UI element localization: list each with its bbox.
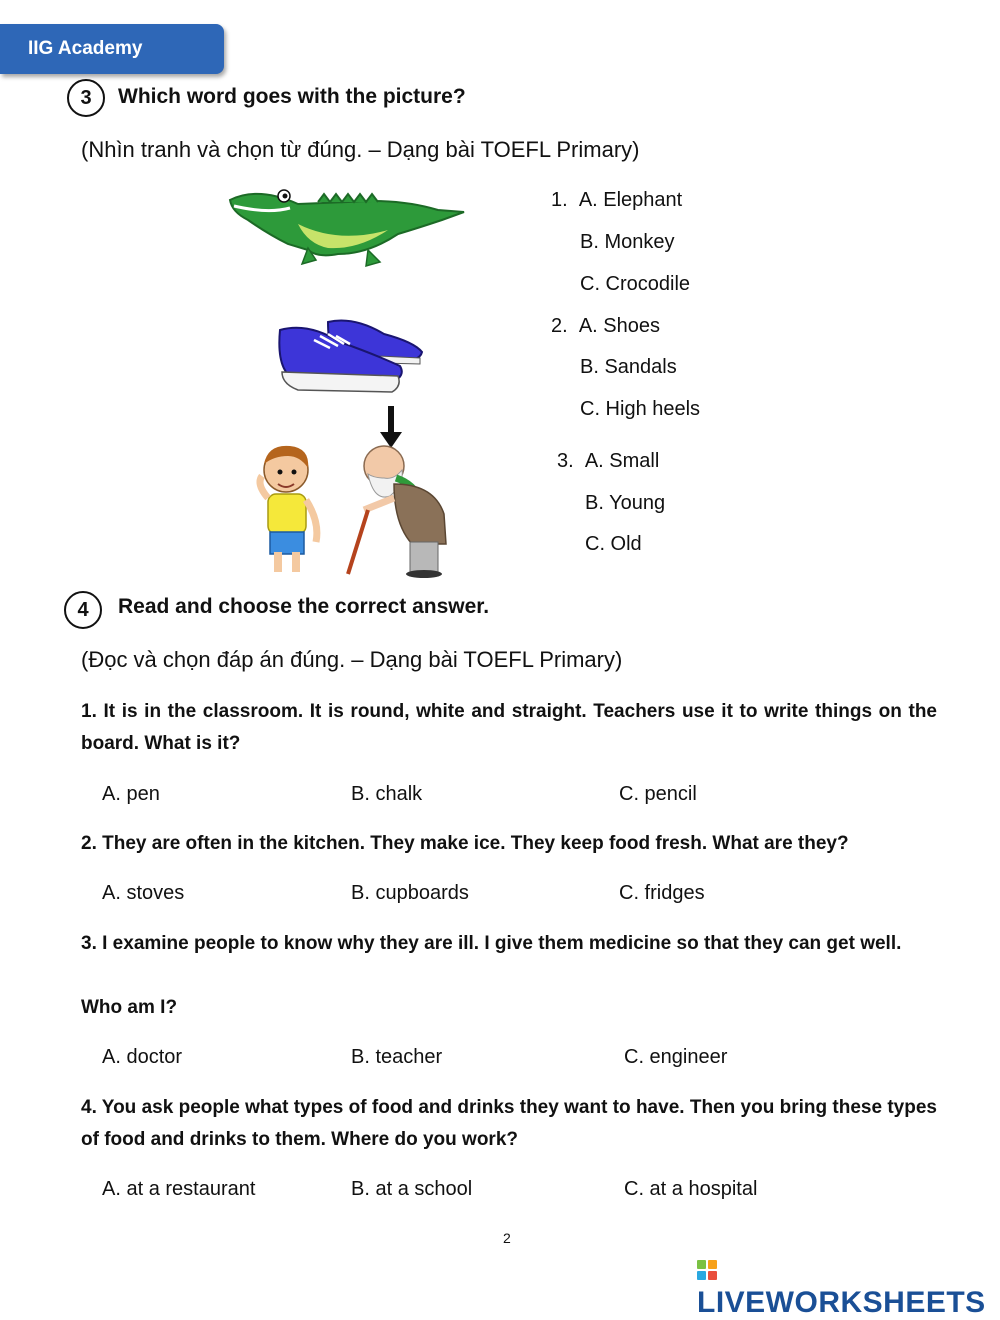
logo-text: LIVEWORKSHEETS: [697, 1286, 986, 1319]
question-2-answer-b[interactable]: B. cupboards: [351, 882, 469, 904]
boy-and-old-man-picture: [244, 444, 454, 578]
question-4-answer-b[interactable]: B. at a school: [351, 1178, 473, 1200]
question-2-answer-c[interactable]: C. fridges: [619, 882, 705, 904]
page-number: 2: [503, 1230, 511, 1246]
q1-option-b[interactable]: B. Monkey: [580, 231, 675, 253]
question-3-answer-b[interactable]: B. teacher: [351, 1046, 443, 1068]
question-2-answer-a[interactable]: A. stoves: [102, 882, 185, 904]
question-3-text: 3. I examine people to know why they are ill. I give them medicine so that they can get well.: [81, 933, 902, 954]
q1-number: 1.: [551, 189, 568, 211]
q3-number: 3.: [557, 450, 574, 472]
question-1-answer-a[interactable]: A. pen: [102, 783, 160, 805]
question-1-answer-b[interactable]: B. chalk: [351, 783, 423, 805]
q3-option-c[interactable]: C. Old: [585, 533, 642, 555]
q1-option-a-label: A. Elephant: [578, 189, 683, 211]
question-4-text: 4. You ask people what types of food and drinks they want to have. Then you bring these types of food and drinks to them. Where do you work?: [81, 1097, 937, 1150]
crocodile-picture: [228, 184, 466, 268]
shoes-picture: [274, 314, 424, 396]
q2-option-a-label: A. Shoes: [578, 315, 660, 337]
section-4-title: Read and choose the correct answer.: [118, 595, 490, 618]
q3-option-b[interactable]: B. Young: [585, 492, 666, 514]
question-3-text-line2: Who am I?: [81, 997, 178, 1018]
section-4-number: 4: [64, 591, 102, 629]
q1-option-a[interactable]: [551, 189, 682, 212]
question-2-text: 2. They are often in the kitchen. They make ice. They keep food fresh. What are they?: [81, 833, 849, 854]
question-3-answer-c[interactable]: C. engineer: [624, 1046, 728, 1068]
section-3-subtitle: (Nhìn tranh và chọn từ đúng. – Dạng bài TOEFL Primary): [81, 137, 640, 162]
q2-option-c[interactable]: C. High heels: [580, 398, 701, 420]
q3-option-a-label: A. Small: [584, 450, 660, 472]
question-1-answer-c[interactable]: C. pencil: [619, 783, 697, 805]
liveworksheets-logo: [697, 1252, 1000, 1320]
question-4-answer-a[interactable]: A. at a restaurant: [102, 1178, 256, 1200]
q2-number: 2.: [551, 315, 568, 337]
section-3-title: Which word goes with the picture?: [118, 85, 466, 108]
question-4-answer-c[interactable]: C. at a hospital: [624, 1178, 758, 1200]
liveworksheets-logo-icon: [697, 1260, 717, 1280]
question-3-answer-a[interactable]: A. doctor: [102, 1046, 183, 1068]
brand-banner: IIG Academy: [0, 24, 224, 74]
down-arrow-icon: [380, 406, 402, 448]
q1-option-c[interactable]: C. Crocodile: [580, 273, 691, 295]
q2-option-a[interactable]: [551, 315, 660, 338]
section-4-subtitle: (Đọc và chọn đáp án đúng. – Dạng bài TOEFL Primary): [81, 647, 623, 672]
q2-option-b[interactable]: B. Sandals: [580, 356, 677, 378]
q3-option-a[interactable]: [557, 450, 659, 473]
section-3-number: 3: [67, 79, 105, 117]
question-1-text: 1. It is in the classroom. It is round, white and straight. Teachers use it to write things on the board. What is it?: [81, 701, 937, 754]
